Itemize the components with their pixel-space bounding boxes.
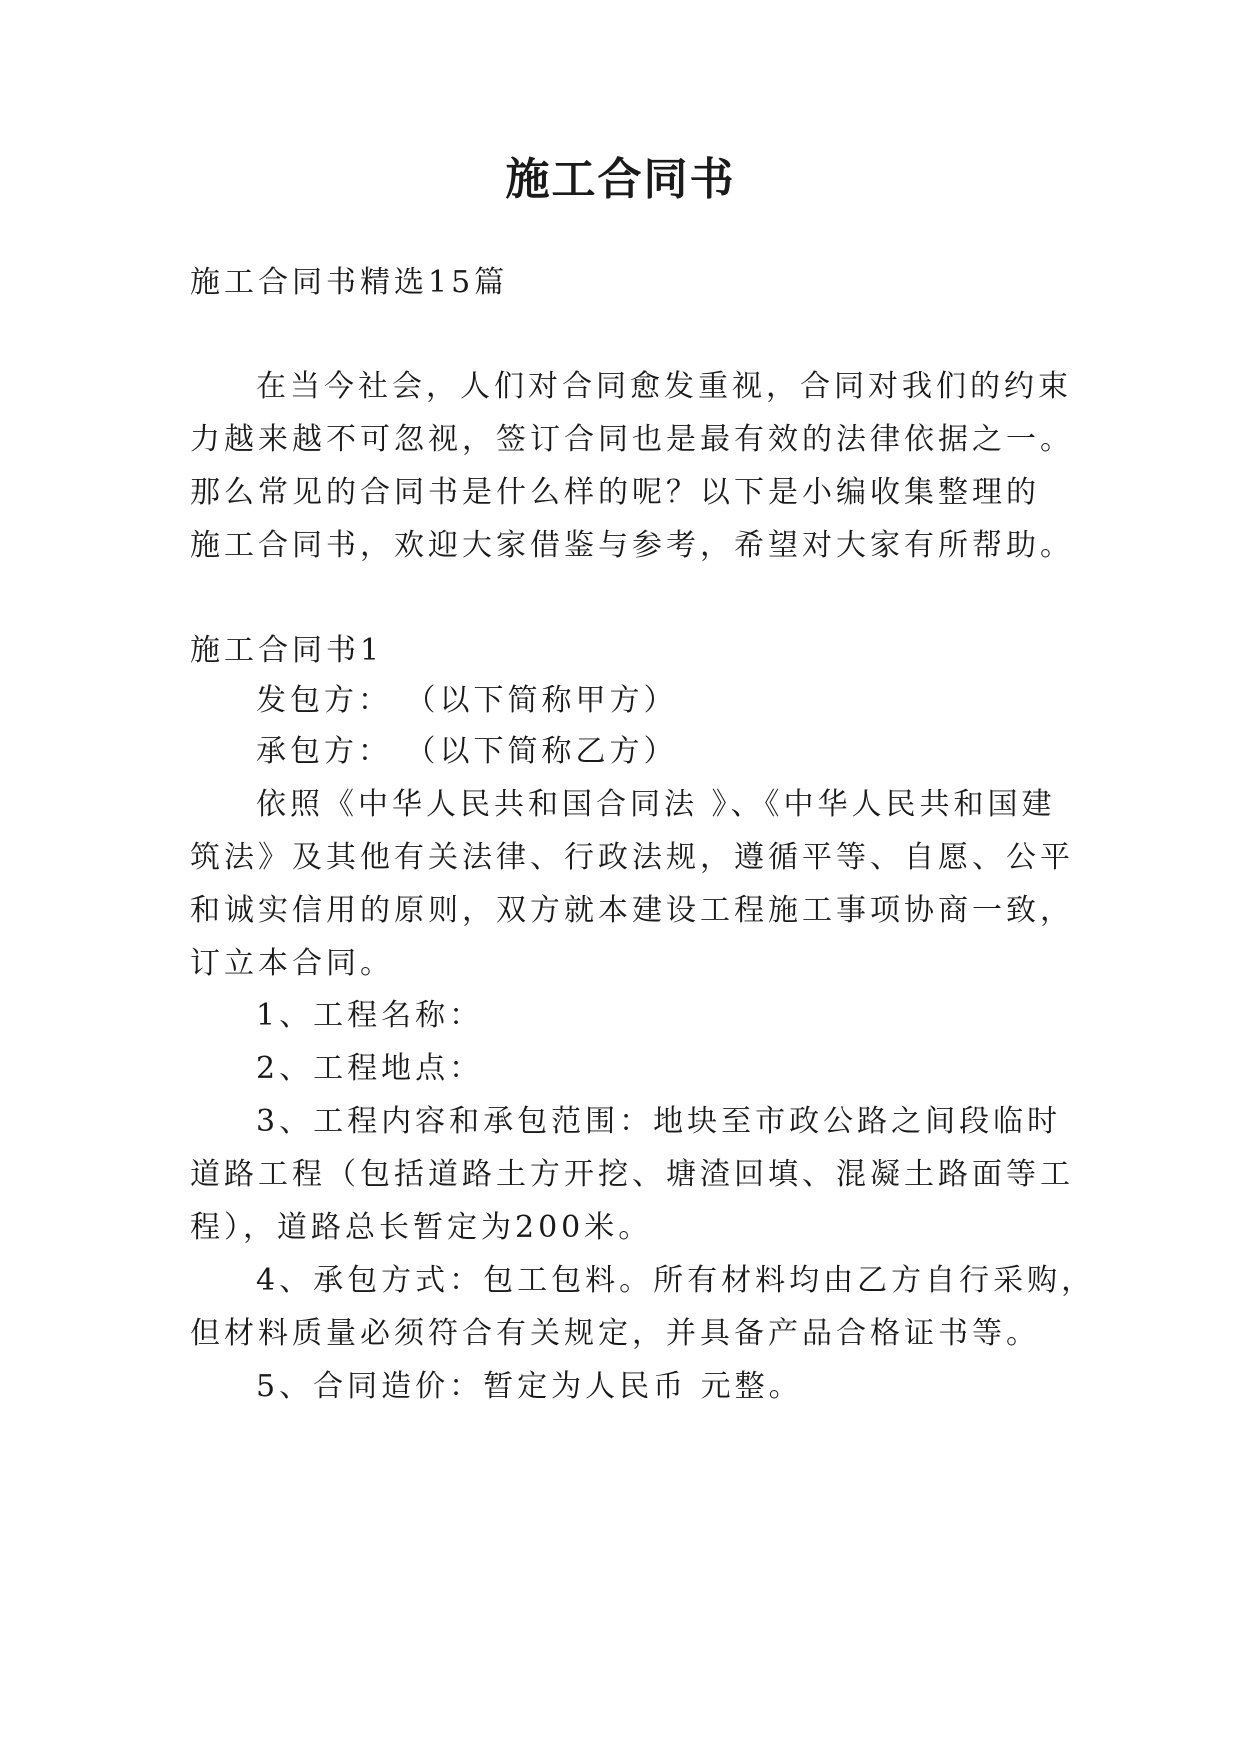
clause-3-line: 程），道路总长暂定为200米。 <box>190 1210 653 1245</box>
party-b: 承包方： （以下简称乙方） <box>256 734 678 769</box>
basis-line: 筑法》及其他有关法律、行政法规，遵循平等、自愿、公平 <box>190 840 1074 875</box>
clause-1: 1、工程名称： <box>256 998 484 1033</box>
basis-line: 订立本合同。 <box>190 946 394 981</box>
document-subtitle: 施工合同书精选15篇 <box>190 265 509 300</box>
section-heading: 施工合同书1 <box>190 633 384 668</box>
party-a: 发包方： （以下简称甲方） <box>256 683 678 718</box>
intro-line: 力越来越不可忽视，签订合同也是最有效的法律依据之一。 <box>190 422 1074 457</box>
clause-4-line: 4、承包方式：包工包料。所有材料均由乙方自行采购， <box>256 1263 1096 1298</box>
clause-4-line: 但材料质量必须符合有关规定，并具备产品合格证书等。 <box>190 1316 1040 1351</box>
basis-line: 和诚实信用的原则，双方就本建设工程施工事项协商一致， <box>190 893 1074 928</box>
document-title: 施工合同书 <box>505 154 736 205</box>
clause-2: 2、工程地点： <box>256 1051 484 1086</box>
clause-3-line: 3、工程内容和承包范围：地块至市政公路之间段临时 <box>256 1104 1062 1139</box>
clause-3-line: 道路工程（包括道路土方开挖、塘渣回填、混凝土路面等工 <box>190 1157 1074 1192</box>
clause-5: 5、合同造价：暂定为人民币 元整。 <box>256 1369 803 1404</box>
intro-line: 那么常见的合同书是什么样的呢？以下是小编收集整理的 <box>190 475 1040 510</box>
basis-line: 依照《中华人民共和国合同法 》、《中华人民共和国建 <box>256 787 1056 822</box>
intro-line: 施工合同书，欢迎大家借鉴与参考，希望对大家有所帮助。 <box>190 528 1074 563</box>
intro-line: 在当今社会，人们对合同愈发重视，合同对我们的约束 <box>256 369 1072 404</box>
